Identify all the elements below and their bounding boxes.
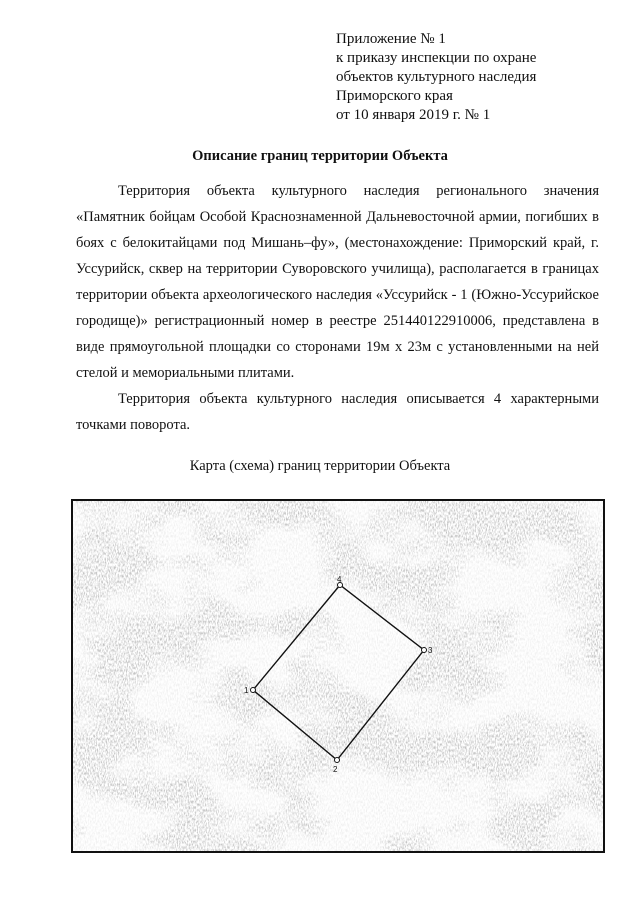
paragraph-points: Территория объекта культурного наследия описывается 4 характерными точками поворота. — [76, 391, 599, 433]
turn-point-1 — [251, 688, 256, 693]
paragraph-description: Территория объекта культурного наследия регионального значения «Памятник бойцам Особой Краснознаменной Дальневосточной армии, погибших в боях с белокитайцами под Мишань–фу», (местонахождение: Приморский край, г. Уссурийск, сквер на территории Суворовского училища), располагается в границах территории объекта археологического наследия «Уссурийск - 1 (Южно-Уссурийское городище)» регистрационный номер в реестре 251440122910006, представлена в виде прямоугольной площадки со сторонами 19м х 23м с установленными на ней стелой и мемориальными плитами. — [76, 183, 599, 381]
turn-point-label-2: 2 — [333, 765, 338, 774]
turn-point-2 — [335, 758, 340, 763]
turn-point-label-1: 1 — [244, 686, 249, 695]
map-frame — [71, 499, 605, 853]
turn-point-label-4: 4 — [337, 575, 342, 584]
appendix-line-4: Приморского края — [336, 88, 453, 104]
appendix-line-3: объектов культурного наследия — [336, 69, 537, 85]
aerial-highlights — [73, 501, 603, 851]
appendix-line-2: к приказу инспекции по охране — [336, 50, 537, 66]
appendix-line-1: Приложение № 1 — [336, 31, 446, 47]
turn-point-label-3: 3 — [428, 646, 433, 655]
appendix-line-5: от 10 января 2019 г. № 1 — [336, 107, 491, 123]
appendix-block — [336, 30, 536, 125]
turn-point-3 — [422, 648, 427, 653]
document-title: Описание границ территории Объекта — [192, 148, 448, 164]
map-title: Карта (схема) границ территории Объекта — [189, 458, 451, 474]
boundary-map — [73, 501, 603, 851]
document-body — [76, 178, 599, 438]
